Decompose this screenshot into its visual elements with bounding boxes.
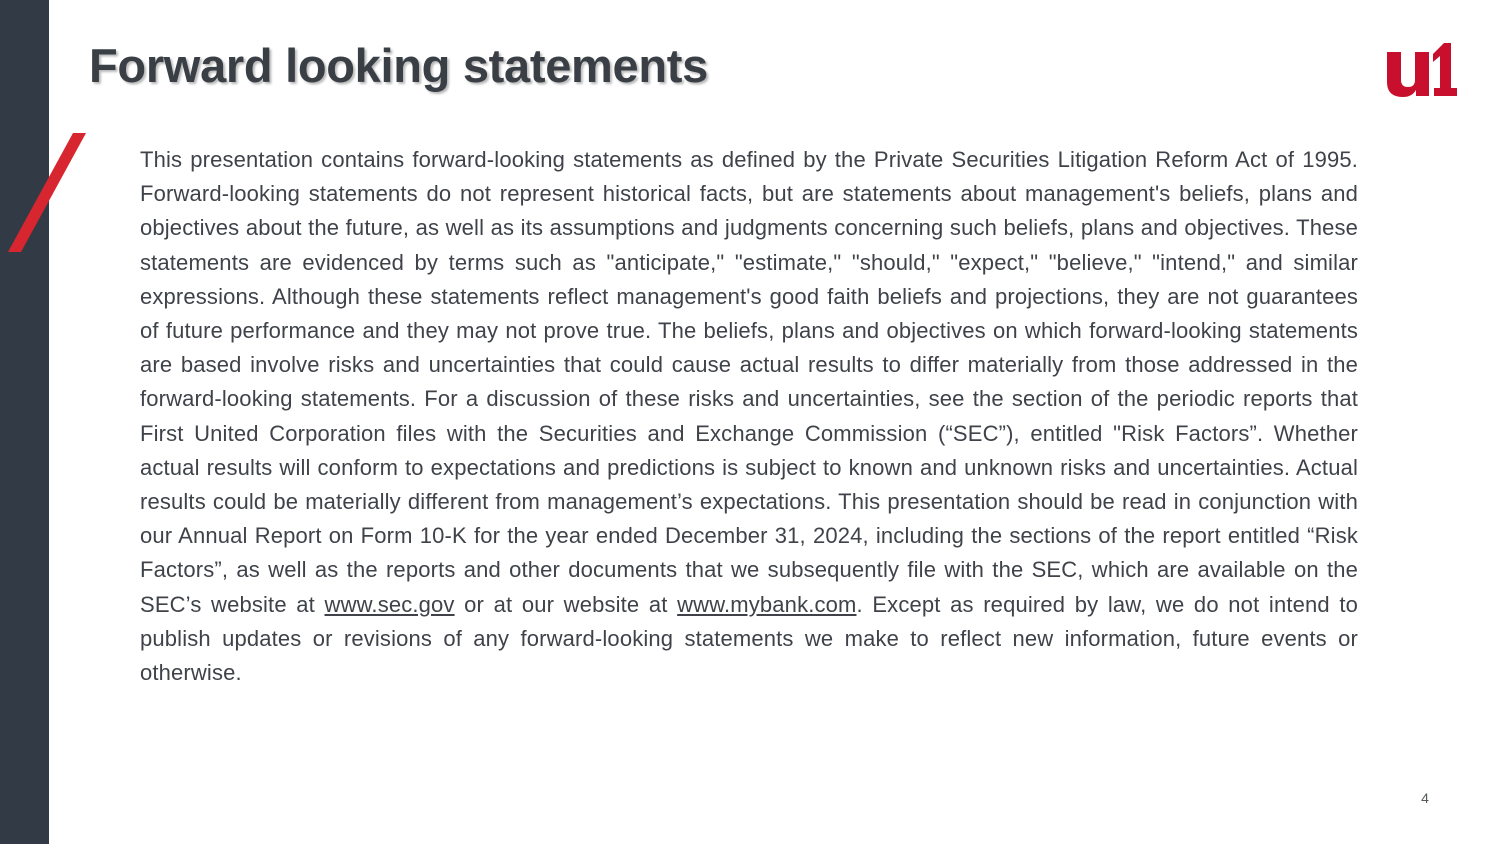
disclaimer-text-part1: This presentation contains forward-looking statements as defined by the Private Securities Litigation Reform Act of 1995. Forward-looking statements do not represent historical facts, but are statements about management's beliefs, plans and objectives about the future, as well as its assumptions and judgments concerning such beliefs, plans and objectives. These statements are evidenced by terms such as "anticipate," "estimate," "should," "expect," "believe," "intend," and similar expressions. Although these statements reflect management's good faith beliefs and projections, they are not guarantees of future performance and they may not prove true. The beliefs, plans and objectives on which forward-looking statements are based involve risks and uncertainties that could cause actual results to differ materially from those addressed in the forward-looking statements. For a discussion of these risks and uncertainties, see the section of the periodic reports that First United Corporation files with the Securities and Exchange Commission (“SEC”), entitled "Risk Factors”. Whether actual results will conform to expectations and predictions is subject to known and unknown risks and uncertainties. Actual results could be materially different from management’s expectations. This presentation should be read in conjunction with our Annual Report on Form 10-K for the year ended December 31, 2024, including the sections of the report entitled “Risk Factors”, as well as the reports and other documents that we subsequently file with the SEC, which are available on the SEC’s website at [140, 147, 1358, 617]
disclaimer-text-part3: . Except as required by law, we do not intend to publish updates or revisions of any forward-looking statements we make to reflect new information, future events or otherwise. [140, 591, 1358, 686]
left-sidebar-bar [0, 0, 49, 844]
mybank-website-link[interactable]: www.mybank.com [677, 591, 857, 617]
disclaimer-paragraph [140, 143, 1358, 690]
page-title: Forward looking statements [89, 39, 708, 92]
page-number: 4 [1421, 790, 1429, 806]
red-double-slash-icon [0, 128, 95, 258]
u1-logo-icon [1386, 40, 1458, 98]
sec-website-link[interactable]: www.sec.gov [324, 591, 455, 617]
disclaimer-text-part2: or at our website at [454, 591, 678, 617]
